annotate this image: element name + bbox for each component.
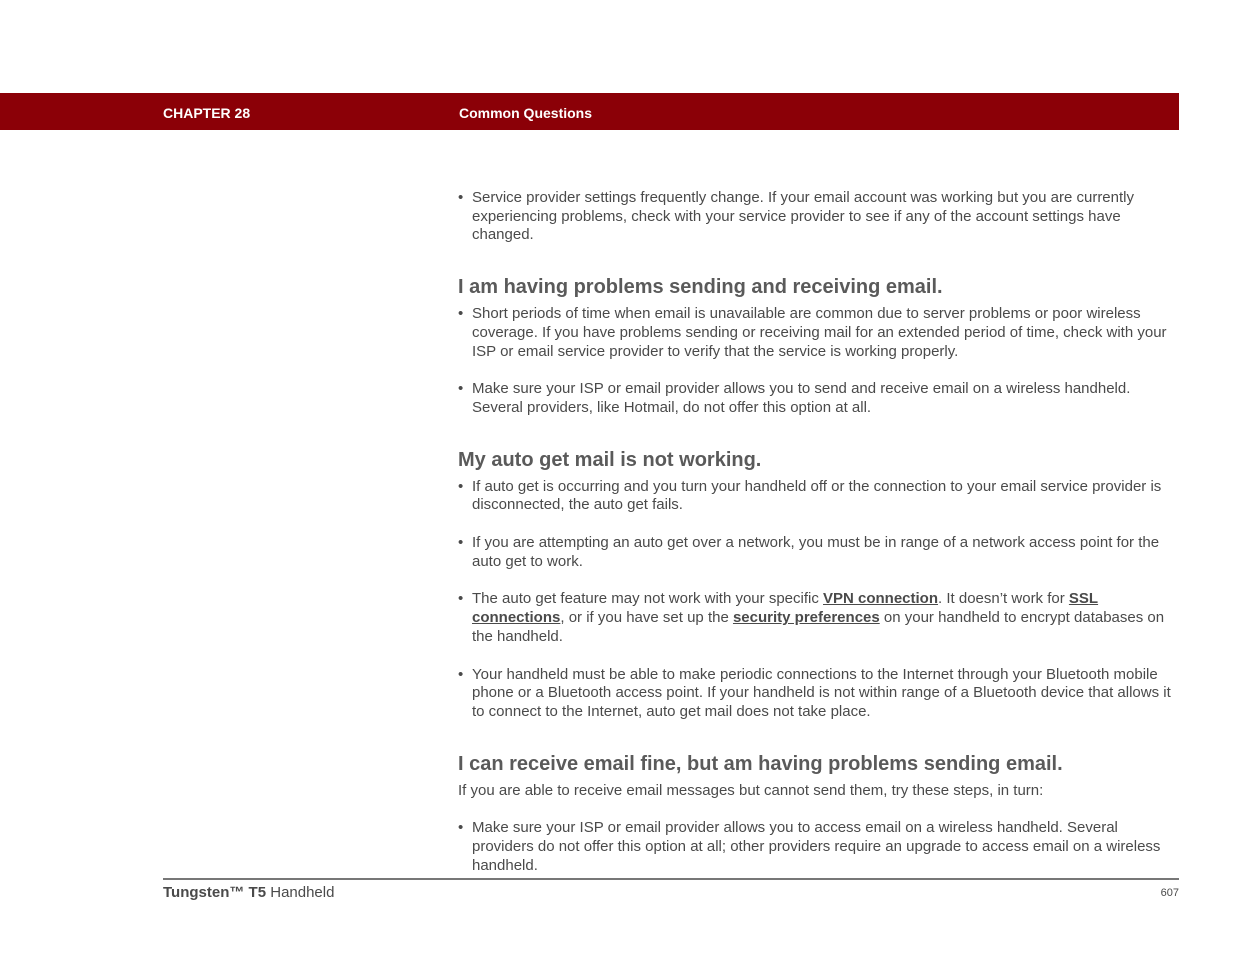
page-number: 607 — [1160, 887, 1179, 899]
section-heading-auto-get: My auto get mail is not working. — [458, 448, 762, 471]
vpn-text-2: . It doesn’t work for — [938, 590, 1069, 608]
vpn-text-4: on your handheld to encrypt databases on the handheld. — [472, 609, 1165, 645]
footer-product-name — [163, 884, 334, 901]
security-preferences-link[interactable]: security preferences — [732, 609, 880, 627]
section-heading-sending: I can receive email fine, but am having problems sending email. — [458, 752, 1063, 775]
page-content — [458, 189, 1178, 894]
chapter-header-bar — [0, 93, 1179, 130]
vpn-text-1: The auto get feature may not work with your specific — [472, 590, 823, 608]
chapter-title: Common Questions — [459, 105, 593, 121]
list-item-vpn — [458, 590, 1178, 646]
section-intro: If you are able to receive email messages but cannot send them, try these steps, in turn: — [458, 781, 1044, 799]
list-item: • If you are attempting an auto get over a network, you must be in range of a network access point for the auto get to work. — [458, 534, 1178, 571]
vpn-text-3: , or if you have set up the — [560, 609, 733, 627]
list-item: • Make sure your ISP or email provider allows you to access email on a wireless handheld. Several providers do not offer this option at all; other providers require an upgrade to access email on a wireless handheld. — [458, 819, 1178, 875]
list-item: • Service provider settings frequently change. If your email account was working but you are currently experiencing problems, check with your service provider to see if any of the account settings have changed. — [458, 189, 1178, 245]
product-name-rest: Handheld — [266, 884, 335, 901]
list-item: • Make sure your ISP or email provider allows you to send and receive email on a wireless handheld. Several providers, like Hotmail, do not offer this option at all. — [458, 380, 1178, 417]
vpn-connection-link[interactable]: VPN connection — [823, 590, 939, 608]
product-name-bold: Tungsten™ T5 — [163, 884, 267, 901]
chapter-number: CHAPTER 28 — [163, 105, 251, 121]
ssl-connections-link[interactable]: SSL connections — [472, 590, 1099, 627]
list-item: • Short periods of time when email is unavailable are common due to server problems or poor wireless coverage. If you have problems sending or receiving mail for an extended period of time, check with your ISP or email service provider to verify that the service is working properly. — [458, 305, 1178, 361]
list-item: • If auto get is occurring and you turn your handheld off or the connection to your email service provider is disconnected, the auto get fails. — [458, 478, 1178, 515]
section-heading-send-receive: I am having problems sending and receiving email. — [458, 276, 943, 299]
footer-divider — [163, 878, 1179, 880]
list-item: • Your handheld must be able to make periodic connections to the Internet through your Bluetooth mobile phone or a Bluetooth access point. If your handheld is not within range of a Bluetooth device that allows it to connect to the Internet, auto get mail does not take place. — [458, 666, 1178, 722]
